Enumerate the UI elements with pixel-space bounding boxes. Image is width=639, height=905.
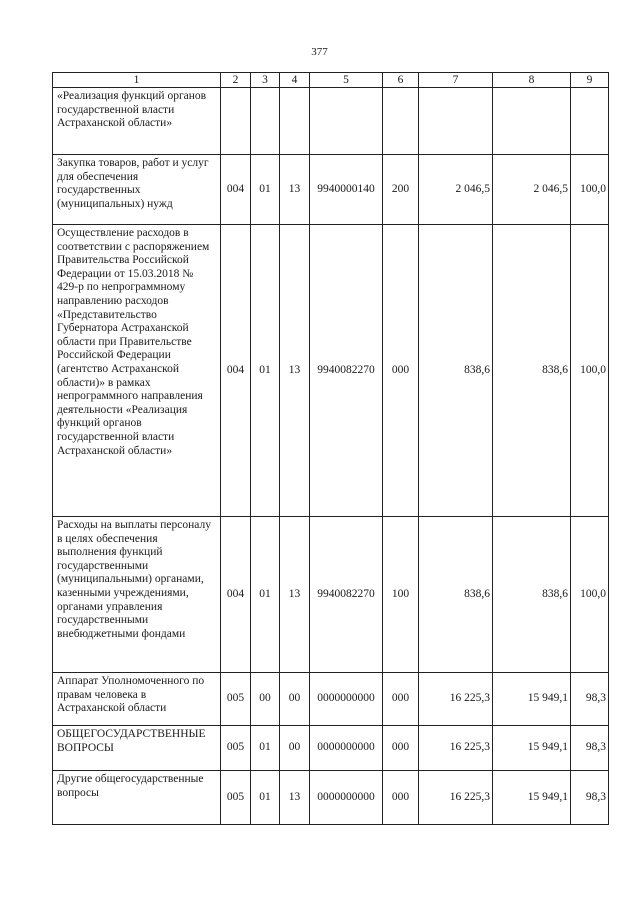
cell-planned: 16 225,3 — [419, 771, 493, 825]
header-row — [53, 73, 609, 88]
cell-ministry: 004 — [221, 517, 251, 673]
cell-section: 00 — [251, 673, 280, 726]
cell-section: 01 — [251, 726, 280, 771]
col-header-5: 5 — [310, 73, 383, 88]
cell-target-article: 0000000000 — [310, 673, 383, 726]
row-name: Осуществление расходов в соответствии с распоряжением Правительства Российской Федерации от 15.03.2018 № 429-р по непрограммному направлению расходов «Представительство Губернатора Астраханской области при Правительстве Российской Федерации (агентство Астраханской области)» в рамках непрограммного направления деятельности «Реализация функций органов государственной власти Астраханской области» — [53, 225, 221, 517]
cell-planned: 16 225,3 — [419, 726, 493, 771]
cell-subsection: 00 — [280, 726, 310, 771]
cell-planned: 838,6 — [419, 517, 493, 673]
cell-subsection: 13 — [280, 155, 310, 225]
cell-planned: 2 046,5 — [419, 155, 493, 225]
cell-expense-type: 100 — [383, 517, 419, 673]
budget-table — [52, 72, 609, 825]
row-name: Другие общегосударственные вопросы — [53, 771, 221, 825]
cell-expense-type: 000 — [383, 771, 419, 825]
col-header-2: 2 — [221, 73, 251, 88]
cell-ministry: 004 — [221, 225, 251, 517]
row-name: Закупка товаров, работ и услуг для обеспечения государственных (муниципальных) нужд — [53, 155, 221, 225]
cell-target-article: 9940082270 — [310, 517, 383, 673]
cell-subsection — [280, 88, 310, 155]
table-row — [53, 673, 609, 726]
cell-percent — [571, 88, 609, 155]
cell-section: 01 — [251, 771, 280, 825]
table-row — [53, 225, 609, 517]
col-header-7: 7 — [419, 73, 493, 88]
table-row — [53, 88, 609, 155]
cell-section: 01 — [251, 155, 280, 225]
table-row — [53, 726, 609, 771]
cell-ministry — [221, 88, 251, 155]
cell-expense-type — [383, 88, 419, 155]
cell-target-article: 0000000000 — [310, 771, 383, 825]
cell-executed: 838,6 — [493, 517, 571, 673]
cell-planned — [419, 88, 493, 155]
table-row — [53, 771, 609, 825]
cell-percent: 100,0 — [571, 517, 609, 673]
cell-ministry: 004 — [221, 155, 251, 225]
cell-subsection: 13 — [280, 517, 310, 673]
cell-target-article — [310, 88, 383, 155]
cell-ministry: 005 — [221, 726, 251, 771]
cell-expense-type: 000 — [383, 726, 419, 771]
cell-subsection: 13 — [280, 771, 310, 825]
cell-subsection: 13 — [280, 225, 310, 517]
row-name: «Реализация функций органов государственной власти Астраханской области» — [53, 88, 221, 155]
cell-executed: 838,6 — [493, 225, 571, 517]
cell-ministry: 005 — [221, 673, 251, 726]
cell-planned: 16 225,3 — [419, 673, 493, 726]
cell-expense-type: 000 — [383, 673, 419, 726]
row-name: ОБЩЕГОСУДАРСТВЕННЫЕ ВОПРОСЫ — [53, 726, 221, 771]
cell-percent: 100,0 — [571, 225, 609, 517]
cell-target-article: 9940082270 — [310, 225, 383, 517]
cell-subsection: 00 — [280, 673, 310, 726]
col-header-8: 8 — [493, 73, 571, 88]
row-name: Аппарат Уполномоченного по правам человека в Астраханской области — [53, 673, 221, 726]
cell-executed: 2 046,5 — [493, 155, 571, 225]
col-header-1: 1 — [53, 73, 221, 88]
col-header-3: 3 — [251, 73, 280, 88]
row-name: Расходы на выплаты персоналу в целях обеспечения выполнения функций государственными (муниципальными) органами, казенными учреждениями, органами управления государственными внебюджетными фондами — [53, 517, 221, 673]
cell-section — [251, 88, 280, 155]
cell-percent: 98,3 — [571, 771, 609, 825]
cell-planned: 838,6 — [419, 225, 493, 517]
cell-expense-type: 000 — [383, 225, 419, 517]
cell-percent: 100,0 — [571, 155, 609, 225]
table-row — [53, 517, 609, 673]
cell-executed: 15 949,1 — [493, 726, 571, 771]
cell-target-article: 0000000000 — [310, 726, 383, 771]
cell-target-article: 9940000140 — [310, 155, 383, 225]
cell-percent: 98,3 — [571, 726, 609, 771]
cell-expense-type: 200 — [383, 155, 419, 225]
col-header-4: 4 — [280, 73, 310, 88]
cell-executed: 15 949,1 — [493, 771, 571, 825]
page-number: 377 — [311, 46, 328, 58]
table-row — [53, 155, 609, 225]
cell-section: 01 — [251, 225, 280, 517]
cell-executed — [493, 88, 571, 155]
col-header-6: 6 — [383, 73, 419, 88]
col-header-9: 9 — [571, 73, 609, 88]
cell-executed: 15 949,1 — [493, 673, 571, 726]
cell-percent: 98,3 — [571, 673, 609, 726]
cell-section: 01 — [251, 517, 280, 673]
cell-ministry: 005 — [221, 771, 251, 825]
